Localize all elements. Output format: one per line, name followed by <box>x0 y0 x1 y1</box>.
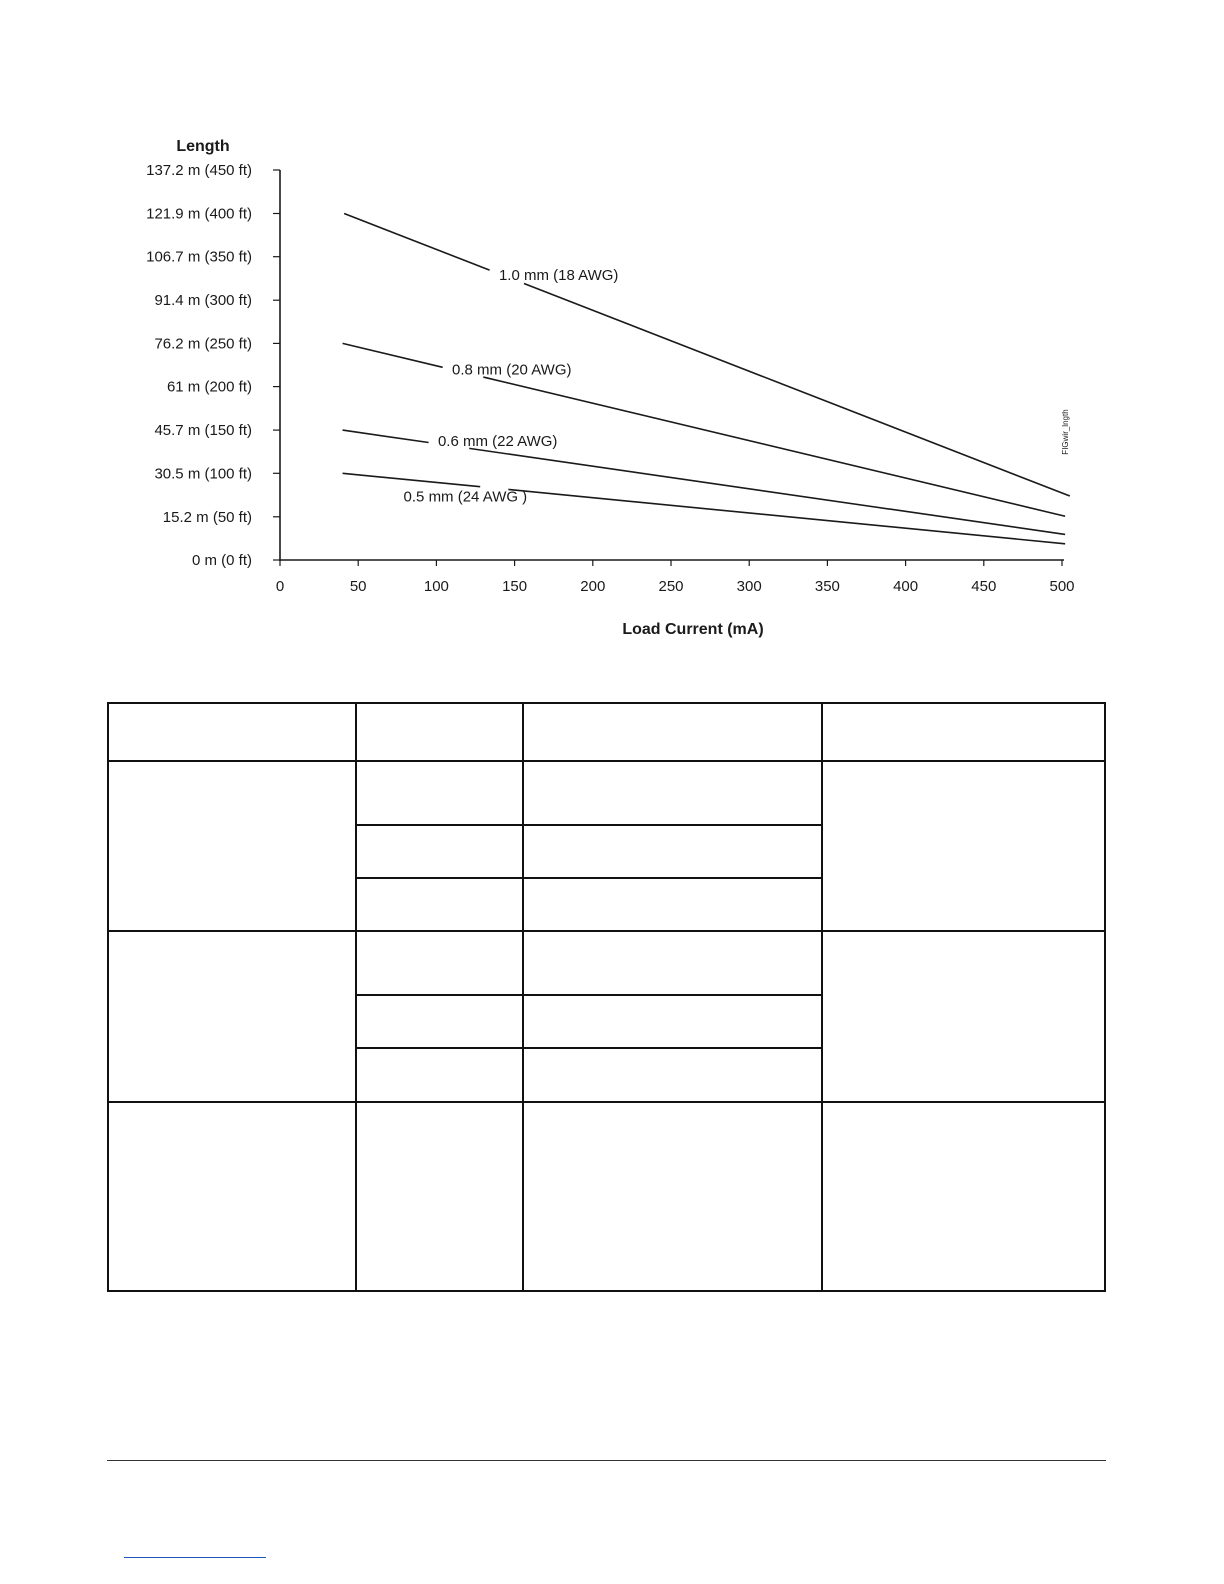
series-label-4: 0.5 mm (24 AWG ) <box>403 488 528 506</box>
footer-link-underline[interactable] <box>124 1557 266 1558</box>
x-axis-title: Load Current (mA) <box>622 621 764 638</box>
table-column-divider <box>821 704 823 1290</box>
y-tick-label: 0 m (0 ft) <box>191 552 252 569</box>
x-tick-label: 100 <box>423 578 449 595</box>
y-axis-title: Length <box>176 138 230 155</box>
y-tick-label: 61 m (200 ft) <box>166 378 252 396</box>
x-tick-label: 400 <box>893 578 919 595</box>
table-column-divider <box>522 704 524 1290</box>
series-line-1 <box>524 284 1070 497</box>
x-tick-label: 0 <box>275 578 285 595</box>
table-row-divider <box>109 930 1104 932</box>
y-tick-label: 137.2 m (450 ft) <box>146 162 252 179</box>
x-tick-label: 450 <box>971 578 997 595</box>
series-label-3: 0.6 mm (22 AWG) <box>437 433 558 451</box>
figure-id-label: FIGwir_lngth <box>1061 409 1070 455</box>
y-tick-label: 76.2 m (250 ft) <box>154 335 252 353</box>
table-column-divider <box>355 704 357 1290</box>
x-tick-label: 250 <box>658 578 684 595</box>
y-tick-label: 106.7 m (350 ft) <box>146 248 252 266</box>
x-tick-label: 50 <box>349 578 367 595</box>
table-subrow-divider <box>355 1047 821 1049</box>
table-subrow-divider <box>355 824 821 826</box>
x-tick-label: 350 <box>814 578 840 595</box>
series-line-3 <box>469 448 1065 534</box>
series-line-4 <box>343 473 481 486</box>
y-tick-label: 15.2 m (50 ft) <box>162 508 252 526</box>
y-tick-label: 121.9 m (400 ft) <box>146 205 252 223</box>
table-subrow-divider <box>355 994 821 996</box>
x-tick-label: 150 <box>502 578 528 595</box>
series-line-3 <box>343 430 429 442</box>
series-label-1: 1.0 mm (18 AWG) <box>498 266 619 284</box>
series-line-1 <box>344 213 489 270</box>
x-tick-label: 200 <box>580 578 606 595</box>
table-header-divider <box>109 760 1104 762</box>
series-label-2: 0.8 mm (20 AWG) <box>452 361 572 379</box>
table-subrow-divider <box>355 877 821 879</box>
x-tick-label: 500 <box>1049 578 1075 595</box>
y-tick-label: 91.4 m (300 ft) <box>154 292 252 310</box>
series-line-2 <box>343 343 443 367</box>
wire-length-chart <box>0 0 1224 660</box>
x-tick-label: 300 <box>736 578 762 595</box>
y-tick-label: 30.5 m (100 ft) <box>154 465 252 483</box>
series-line-4 <box>508 489 1065 543</box>
specification-table <box>107 702 1106 1292</box>
table-row-divider <box>109 1101 1104 1103</box>
footer-rule <box>107 1460 1106 1461</box>
y-tick-label: 45.7 m (150 ft) <box>154 422 252 440</box>
